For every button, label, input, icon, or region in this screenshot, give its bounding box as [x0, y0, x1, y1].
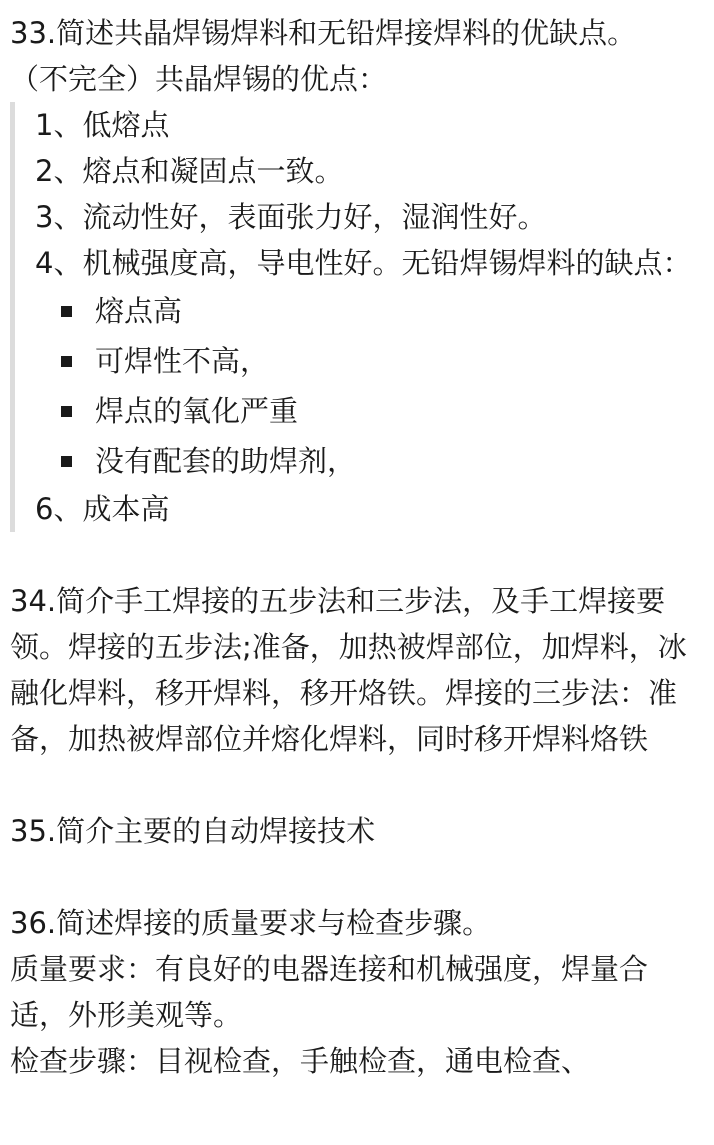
q36-quality: 质量要求：有良好的电器连接和机械强度，焊量合适，外形美观等。: [10, 952, 649, 1032]
q36-title: 36.简述焊接的质量要求与检查步骤。: [10, 906, 492, 940]
q33-point-3: 3、流动性好，表面张力好，湿润性好。: [35, 200, 547, 234]
q33-point-6: 6、成本高: [35, 492, 170, 526]
q33-bullet-4: 没有配套的助焊剂，: [61, 436, 704, 486]
q33-intro: （不完全）共晶焊锡的优点：: [10, 62, 388, 96]
q35-paragraph: 35.简介主要的自动焊接技术: [10, 814, 376, 848]
q33-point-4: 4、机械强度高，导电性好。无铅焊锡焊料的缺点：: [35, 246, 692, 280]
q34-paragraph: 34.简介手工焊接的五步法和三步法，及手工焊接要领。焊接的五步法;准备，加热被焊部位，加焊料，冰融化焊料，移开焊料，移开烙铁。焊接的三步法：准备，加热被焊部位并熔化焊料，同时移开焊料烙铁: [10, 584, 687, 756]
q33-point-1: 1、低熔点: [35, 108, 170, 142]
q33-point-2: 2、熔点和凝固点一致。: [35, 154, 344, 188]
q36-steps: 检查步骤：目视检查，手触检查，通电检查、: [10, 1044, 591, 1078]
q33-quote-block: [10, 102, 704, 532]
q33-bullet-list: [35, 286, 704, 486]
q33-bullet-1: 熔点高: [61, 286, 704, 336]
q33-bullet-3: 焊点的氧化严重: [61, 386, 704, 436]
q33-title: 33.简述共晶焊锡焊料和无铅焊接焊料的优缺点。: [10, 16, 637, 50]
q33-bullet-2: 可焊性不高，: [61, 336, 704, 386]
